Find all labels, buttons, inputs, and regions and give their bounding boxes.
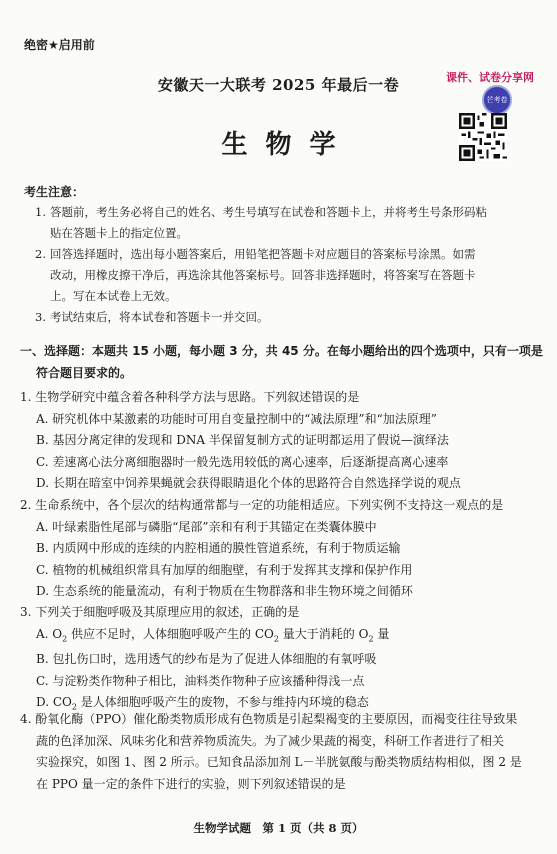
option-b: B. 包扎伤口时，选用透气的纱布是为了促进人体细胞的有氧呼吸 bbox=[36, 652, 377, 667]
section-heading: 一、选择题：本题共 15 小题，每小题 3 分，共 45 分。在每小题给出的四个选项中，只有一项是 符合题目要求的。 bbox=[20, 344, 543, 380]
exam-title: 安徽天一大联考 2025 年最后一卷 bbox=[157, 76, 400, 94]
option-b: B. 内质网中形成的连续的内腔相通的膜性管道系统，有利于物质运输 bbox=[36, 541, 401, 555]
watermark-text: 课件、试卷分享网 bbox=[446, 71, 534, 84]
question-2 bbox=[20, 495, 550, 603]
notice-item-1: 1. 答题前，考生务必将自己的姓名、考生号填写在试卷和答题卡上，并将考生号条形码粘 贴在答题卡上的指定位置。 bbox=[35, 205, 487, 240]
question-3 bbox=[20, 602, 550, 718]
option-b: B. 基因分离定律的发现和 DNA 半保留复制方式的证明都运用了假说—演绎法 bbox=[36, 433, 449, 447]
option-c: C. 差速离心法分离细胞器时一般先选用较低的离心速率，后逐渐提高离心速率 bbox=[36, 454, 449, 469]
notice-item-3: 3. 考试结束后，将本试卷和答题卡一并交回。 bbox=[35, 310, 269, 324]
question-1 bbox=[20, 387, 550, 495]
subject-title: 生物学 bbox=[221, 130, 354, 160]
option-c: C. 与淀粉类作物种子相比，油料类作物种子应该播种得浅一点 bbox=[36, 673, 365, 688]
option-c: C. 植物的机械组织常具有加厚的细胞壁，有利于发挥其支撑和保护作用 bbox=[36, 562, 413, 577]
watermark-logo: 芒考卷 bbox=[482, 85, 512, 115]
option-d: D. 生态系统的能量流动，有利于物质在生物群落和非生物环境之间循环 bbox=[36, 584, 413, 598]
question-stem: 2. 生命系统中，各个层次的结构通常都与一定的功能相适应。下列实例不支持这一观点的是 bbox=[20, 498, 504, 512]
confidential-label: 绝密★启用前 bbox=[24, 38, 95, 52]
option-a: A. $O_2$ 供应不足时，人体细胞呼吸产生的 $CO_2$ 量大于消耗的 $O_2$ 量 bbox=[36, 626, 390, 643]
page-footer: 生物学试题 第 1 页（共 8 页） bbox=[193, 821, 364, 835]
option-a: A. 叶绿素脂性尾部与磷脂“尾部”亲和有利于其锚定在类囊体膜中 bbox=[36, 519, 377, 534]
option-d: D. 长期在暗室中饲养果蝇就会获得眼睛退化个体的思路符合自然选择学说的观点 bbox=[36, 476, 461, 490]
question-stem: 3. 下列关于细胞呼吸及其原理应用的叙述，正确的是 bbox=[20, 605, 300, 619]
notice-item-2: 2. 回答选择题时，选出每小题答案后，用铅笔把答题卡对应题目的答案标号涂黑。如需 改动，用橡皮擦干净后，再选涂其他答案标号。回答非选择题时，将答案写在答题卡 上。写在本试卷上无效。 bbox=[35, 247, 476, 303]
option-d: D. $CO_2$ 是人体细胞呼吸产生的废物，不参与维持内环境的稳态 bbox=[36, 695, 369, 712]
question-4: 4. 酚氧化酶（PPO）催化酚类物质形成有色物质是引起梨褐变的主要原因，而褐变往往导致果 蔬的色泽加深、风味劣化和营养物质流失。为了减少果蔬的褐变，科研工作者进行了相关 实验探究，如图 1、图 2 所示。已知食品添加剂 L－半胱氨酸与酚类物质结构相似，图 2 是 在 PPO 量一定的条件下进行的实验，则下列叙述错误的是 bbox=[20, 709, 550, 795]
question-stem: 1. 生物学研究中蕴含着各种科学方法与思路。下列叙述错误的是 bbox=[20, 390, 360, 404]
question-stem: 4. 酚氧化酶（PPO）催化酚类物质形成有色物质是引起梨褐变的主要原因，而褐变往往导致果 bbox=[20, 712, 518, 726]
option-a: A. 研究机体中某激素的功能时可用自变量控制中的“减法原理”和“加法原理” bbox=[36, 411, 437, 426]
notice-heading: 考生注意： bbox=[24, 185, 85, 199]
